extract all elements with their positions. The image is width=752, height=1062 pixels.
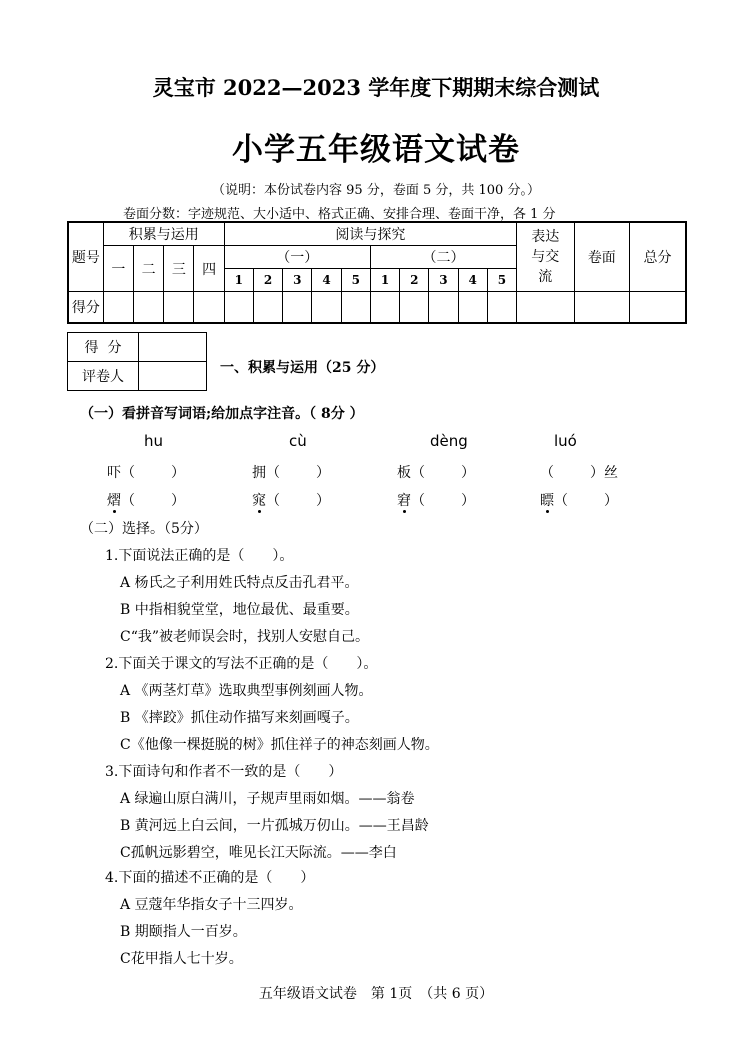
page-footer: 五年级语文试卷 第 1页 （共 6 页）: [258, 986, 494, 1002]
grader-score-label: 得 分: [68, 333, 139, 362]
score-cell[interactable]: [164, 292, 194, 323]
question-1-option-c[interactable]: C“我”被老师误会时，找别人安慰自己。: [120, 629, 370, 645]
question-1-option-b[interactable]: B 中指相貌堂堂，地位最优、最重要。: [120, 602, 359, 618]
score-cell[interactable]: [283, 292, 312, 323]
col-total: 总分: [629, 222, 686, 292]
question-4-option-a[interactable]: A 豆蔻年华指女子十三四岁。: [120, 897, 303, 913]
g2a-col-1: 1: [224, 269, 253, 292]
question-2-stem: 2.下面关于课文的写法不正确的是（ ）。: [105, 656, 378, 672]
question-4-stem: 4.下面的描述不正确的是（ ）: [105, 870, 315, 886]
section1-title: 一、积累与运用（25 分）: [220, 360, 385, 376]
g2b-col-3: 3: [429, 269, 458, 292]
row-score-label: 得分: [68, 292, 103, 323]
g2b-col-5: 5: [487, 269, 516, 292]
question-4-option-b[interactable]: B 期颐指人一百岁。: [120, 924, 247, 940]
neatness-score-note: 卷面分数：字迹规范、大小适中、格式正确、安排合理、卷面干净，各 1 分: [123, 207, 556, 222]
score-cell[interactable]: [429, 292, 458, 323]
g2a-col-2: 2: [253, 269, 282, 292]
score-cell[interactable]: [341, 292, 370, 323]
phonetic-blank-1[interactable]: 熠（ ）: [107, 493, 185, 509]
g2a-col-4: 4: [312, 269, 341, 292]
g2b-col-4: 4: [458, 269, 487, 292]
score-cell[interactable]: [629, 292, 686, 323]
score-cell[interactable]: [517, 292, 574, 323]
score-cell[interactable]: [458, 292, 487, 323]
grader-name-label: 评卷人: [68, 362, 139, 391]
score-cell[interactable]: [574, 292, 629, 323]
score-cell[interactable]: [134, 292, 164, 323]
grader-score-cell[interactable]: [139, 333, 207, 362]
exam-note: （说明：本份试卷内容 95 分，卷面 5 分，共 100 分。）: [212, 183, 540, 198]
pinyin-2: cù: [289, 432, 307, 450]
question-1-option-a[interactable]: A 杨氏之子利用姓氏特点反击孔君平。: [120, 575, 359, 591]
g2b-col-1: 1: [370, 269, 399, 292]
g1-col-3: 三: [164, 246, 194, 292]
score-cell[interactable]: [194, 292, 224, 323]
question-2-option-b[interactable]: B 《摔跤》抓住动作描写来刻画嘎子。: [120, 710, 359, 726]
phonetic-blank-2[interactable]: 窕（ ）: [252, 493, 330, 509]
word-blank-3[interactable]: 板（ ）: [397, 465, 475, 481]
g2b-col-2: 2: [400, 269, 429, 292]
word-blank-2[interactable]: 拥（ ）: [252, 465, 330, 481]
score-cell[interactable]: [103, 292, 133, 323]
word-blank-1[interactable]: 吓（ ）: [107, 465, 185, 481]
score-cell[interactable]: [224, 292, 253, 323]
score-cell[interactable]: [487, 292, 516, 323]
phonetic-blank-4[interactable]: 瞟（ ）: [540, 493, 618, 509]
word-blank-4[interactable]: （ ）丝: [540, 465, 618, 481]
pinyin-4: luó: [554, 432, 577, 450]
score-table: [67, 221, 687, 324]
exam-title: 灵宝市 2022—2023 学年度下期期末综合测试: [152, 75, 600, 100]
row-header-label: 题号: [68, 222, 103, 292]
g2a-col-5: 5: [341, 269, 370, 292]
question-3-stem: 3.下面诗句和作者不一致的是（ ）: [105, 764, 343, 780]
grader-box: [67, 332, 207, 391]
col-neatness: 卷面: [574, 222, 629, 292]
question-3-option-a[interactable]: A 绿遍山原白满川，子规声里雨如烟。——翁卷: [120, 791, 415, 807]
col-expression: 表达与交流: [517, 222, 574, 292]
score-cell[interactable]: [253, 292, 282, 323]
score-cell[interactable]: [312, 292, 341, 323]
question-4-option-c[interactable]: C花甲指人七十岁。: [120, 951, 243, 967]
group-accumulation: 积累与运用: [103, 222, 224, 246]
part2-title: （二）选择。（5分）: [80, 521, 208, 537]
question-3-option-b[interactable]: B 黄河远上白云间，一片孤城万仞山。——王昌龄: [120, 818, 429, 834]
g1-col-1: 一: [103, 246, 133, 292]
reading-part-2: （二）: [370, 246, 516, 269]
question-2-option-a[interactable]: A 《两茎灯草》选取典型事例刻画人物。: [120, 683, 373, 699]
reading-part-1: （一）: [224, 246, 370, 269]
group-reading: 阅读与探究: [224, 222, 516, 246]
score-cell[interactable]: [370, 292, 399, 323]
g2a-col-3: 3: [283, 269, 312, 292]
question-2-option-c[interactable]: C《他像一棵挺脱的树》抓住祥子的神态刻画人物。: [120, 737, 439, 753]
pinyin-1: hu: [144, 432, 164, 450]
paper-subtitle: 小学五年级语文试卷: [232, 132, 520, 168]
score-cell[interactable]: [400, 292, 429, 323]
grader-name-cell[interactable]: [139, 362, 207, 391]
phonetic-blank-3[interactable]: 窘（ ）: [397, 493, 475, 509]
part1-title: （一）看拼音写词语;给加点字注音。（ 8分 ）: [80, 406, 364, 422]
question-3-option-c[interactable]: C孤帆远影碧空，唯见长江天际流。——李白: [120, 845, 397, 861]
g1-col-4: 四: [194, 246, 224, 292]
g1-col-2: 二: [134, 246, 164, 292]
pinyin-3: dèng: [430, 432, 468, 450]
question-1-stem: 1.下面说法正确的是（ ）。: [105, 548, 294, 564]
